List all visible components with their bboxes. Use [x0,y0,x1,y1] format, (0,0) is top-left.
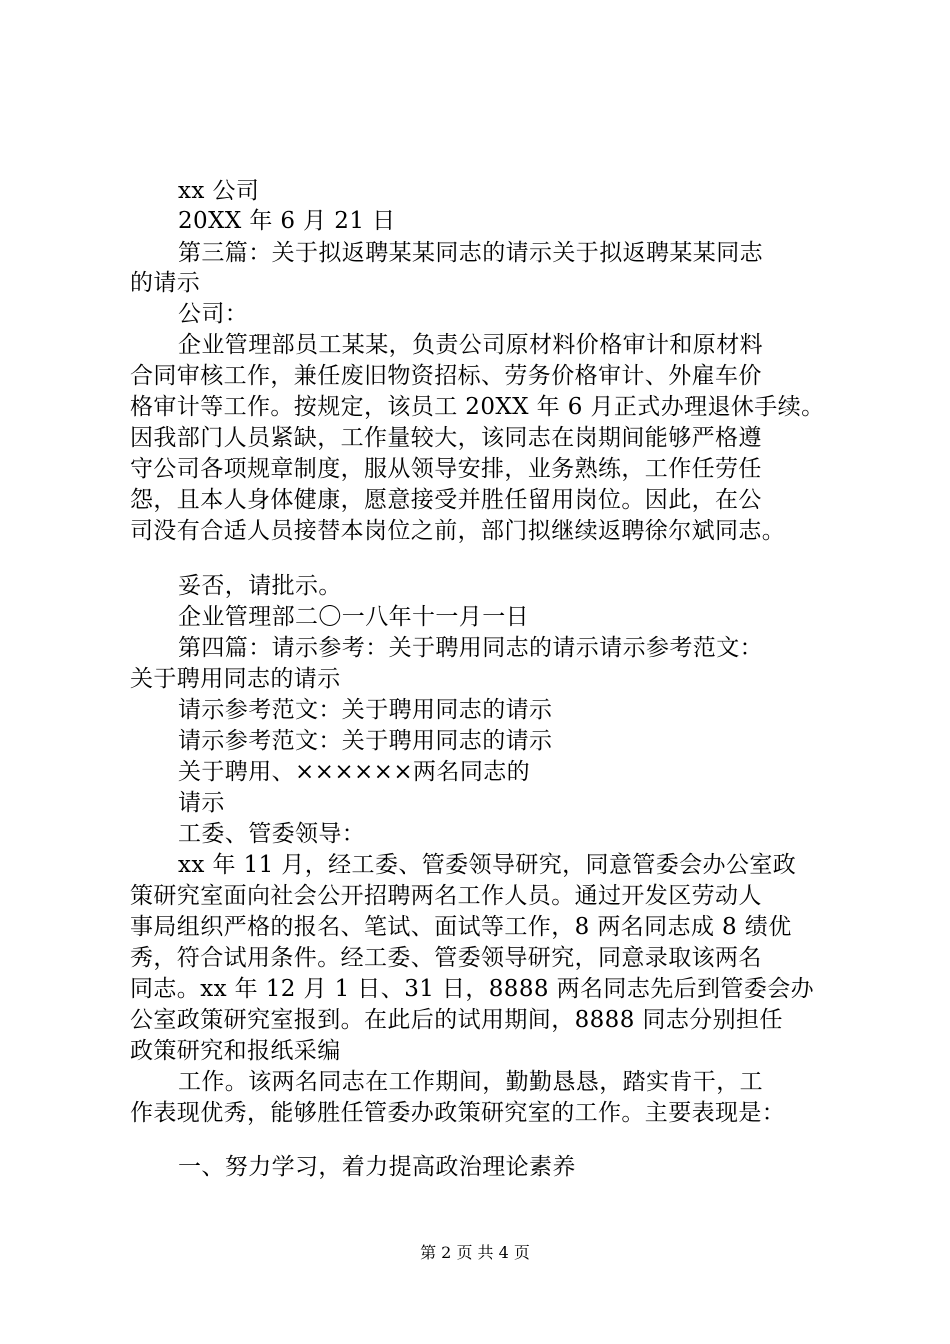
paragraph-line: 格审计等工作。按规定，该员工 20XX 年 6 月正式办理退休手续。 [130,394,825,420]
paragraph-line: 工作。该两名同志在工作期间，勤勤恳恳，踏实肯干，工 [178,1069,763,1095]
paragraph-line: 策研究室面向社会公开招聘两名工作人员。通过开发区劳动人 [130,883,762,909]
paragraph-line: 因我部门人员紧缺，工作量较大，该同志在岗期间能够严格遵 [130,425,762,451]
paragraph-line: 公室政策研究室报到。在此后的试用期间，8888 同志分别担任 [130,1007,783,1033]
title-line: 关于聘用、××××××两名同志的 [178,759,531,785]
paragraph-line: 守公司各项规章制度，服从领导安排，业务熟练，工作任劳任 [130,456,762,482]
title-line: 请示 [178,790,225,816]
page-footer: 第 2 页 共 4 页 [420,1243,530,1262]
paragraph-line: 秀，符合试用条件。经工委、管委领导研究，同意录取该两名 [130,945,762,971]
paragraph-line: 合同审核工作，兼任废旧物资招标、劳务价格审计、外雇车价 [130,363,762,389]
salutation: 工委、管委领导： [178,821,366,847]
section-heading-4: 第四篇：请示参考：关于聘用同志的请示请示参考范文： [178,635,763,661]
section-heading-3-cont: 的请示 [130,270,201,296]
paragraph-line: 事局组织严格的报名、笔试、面试等工作，8 两名同志成 8 绩优 [130,914,792,940]
subtitle-line: 请示参考范文：关于聘用同志的请示 [178,728,553,754]
section-item-1: 一、努力学习，着力提高政治理论素养 [178,1154,576,1180]
closing-line: 妥否，请批示。 [178,573,342,599]
section-heading-3: 第三篇：关于拟返聘某某同志的请示关于拟返聘某某同志 [178,240,763,266]
paragraph-line: 司没有合适人员接替本岗位之前，部门拟继续返聘徐尔斌同志。 [130,518,786,544]
text-line-date: 20XX 年 6 月 21 日 [178,208,396,234]
salutation: 公司： [178,301,249,327]
paragraph-line: 作表现优秀，能够胜任管委办政策研究室的工作。主要表现是： [130,1100,786,1126]
section-heading-4-cont: 关于聘用同志的请示 [130,666,341,692]
paragraph-line: 政策研究和报纸采编 [130,1038,341,1064]
paragraph-line: 同志。xx 年 12 月 1 日、31 日，8888 两名同志先后到管委会办 [130,976,815,1002]
paragraph-line: 怨，且本人身体健康，愿意接受并胜任留用岗位。因此，在公 [130,487,762,513]
subtitle-line: 请示参考范文：关于聘用同志的请示 [178,697,553,723]
text-line-company: xx 公司 [178,178,260,204]
paragraph-line: xx 年 11 月，经工委、管委领导研究，同意管委会办公室政 [178,852,797,878]
paragraph-line: 企业管理部员工某某，负责公司原材料价格审计和原材料 [178,332,763,358]
signature-line: 企业管理部二〇一八年十一月一日 [178,604,529,630]
